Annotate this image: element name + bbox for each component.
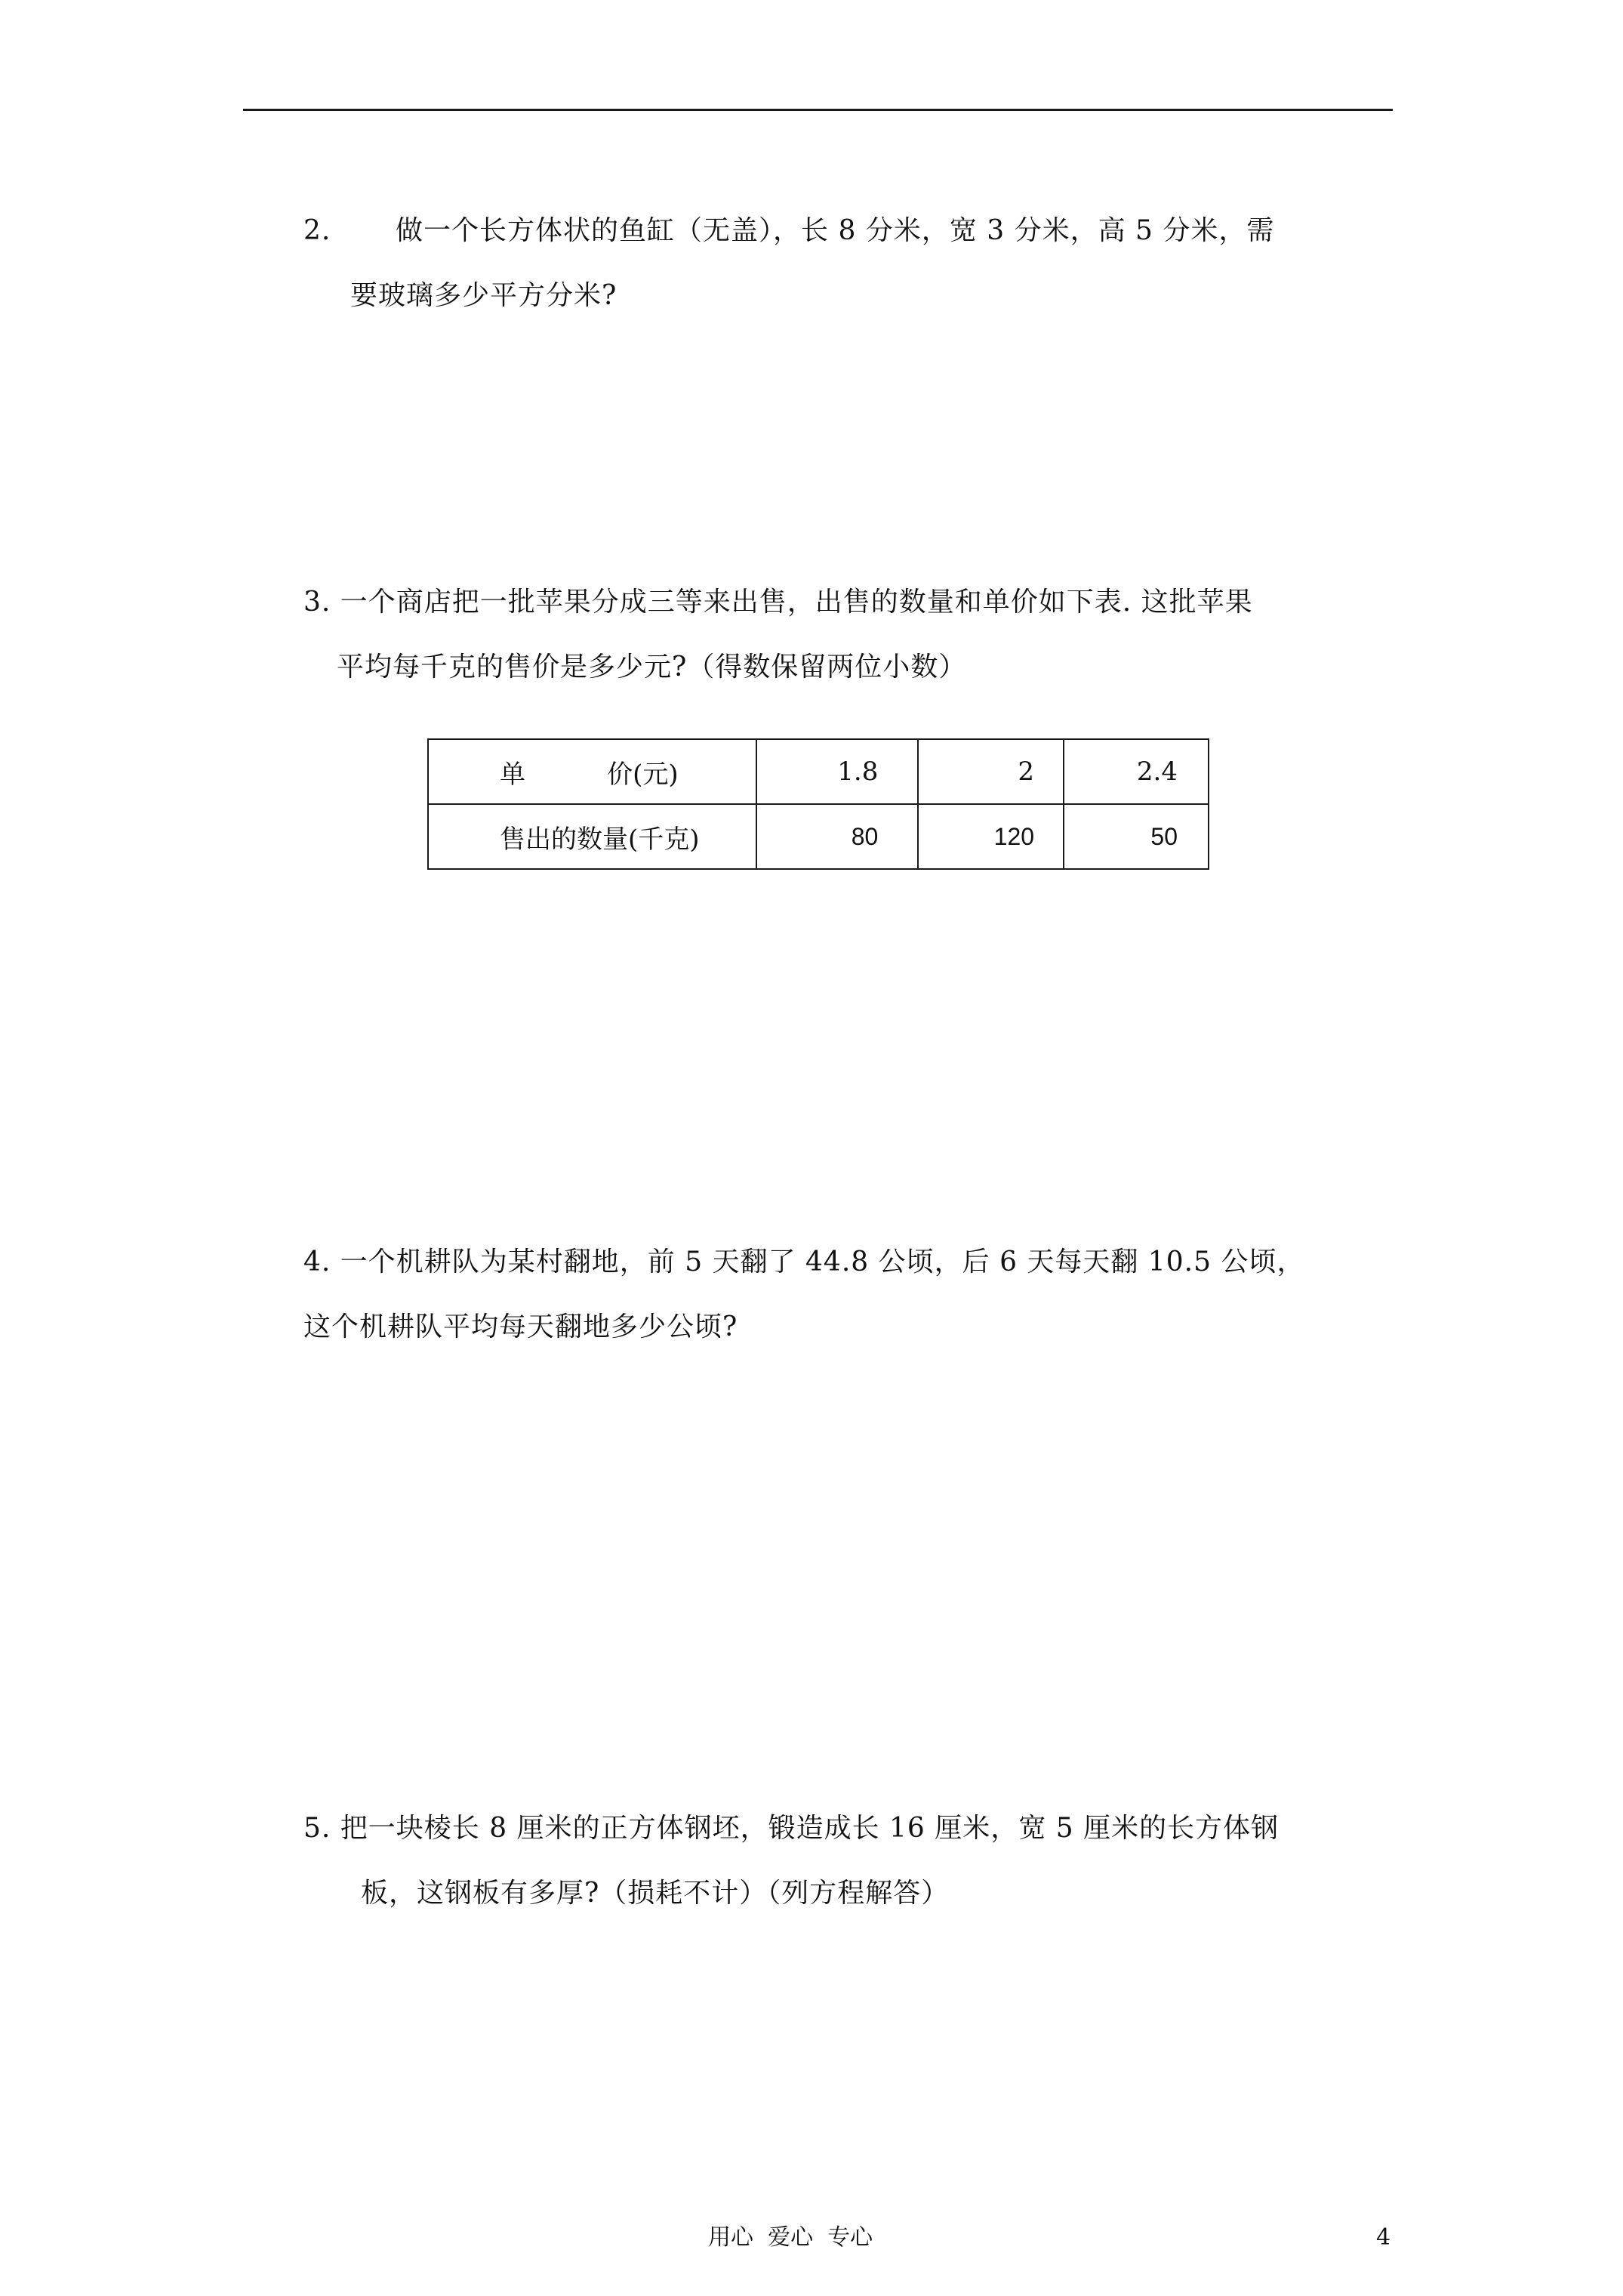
question-5-line-1: 5. 把一块棱长 8 厘米的正方体钢坯，锻造成长 16 厘米，宽 5 厘米的长方体钢 (303, 1813, 1280, 1844)
table-cell: 50 (1064, 804, 1209, 869)
page-number: 4 (1376, 2224, 1391, 2251)
table-cell: 80 (756, 804, 918, 869)
table-cell: 2 (918, 739, 1064, 804)
question-2-number: 2. (303, 215, 331, 246)
question-2-line-1: 做一个长方体状的鱼缸（无盖），长 8 分米，宽 3 分米，高 5 分米，需 (396, 215, 1275, 246)
table-cell: 1.8 (756, 739, 918, 804)
question-3-line-2: 平均每千克的售价是多少元?（得数保留两位小数） (337, 652, 967, 683)
table-row-quantity-sold (428, 804, 1209, 869)
question-2-line-2: 要玻璃多少平方分米? (350, 280, 617, 311)
question-3-line-1: 3. 一个商店把一批苹果分成三等来出售，出售的数量和单价如下表. 这批苹果 (303, 587, 1253, 618)
table-cell: 2.4 (1064, 739, 1209, 804)
footer-text: 用心 爱心 专心 (708, 2224, 873, 2251)
header-rule (243, 109, 1393, 111)
table-header-unit-price: 单 价(元) (428, 739, 756, 804)
table-cell: 120 (918, 804, 1064, 869)
price-quantity-table (427, 738, 1209, 870)
question-5-line-2: 板，这钢板有多厚?（损耗不计）（列方程解答） (361, 1878, 950, 1909)
question-4-line-2: 这个机耕队平均每天翻地多少公顷? (303, 1311, 738, 1342)
question-4-line-1: 4. 一个机耕队为某村翻地，前 5 天翻了 44.8 公顷，后 6 天每天翻 10.5 公顷， (303, 1247, 1305, 1277)
table-header-quantity-sold: 售出的数量(千克) (428, 804, 756, 869)
table-row-unit-price (428, 739, 1209, 804)
